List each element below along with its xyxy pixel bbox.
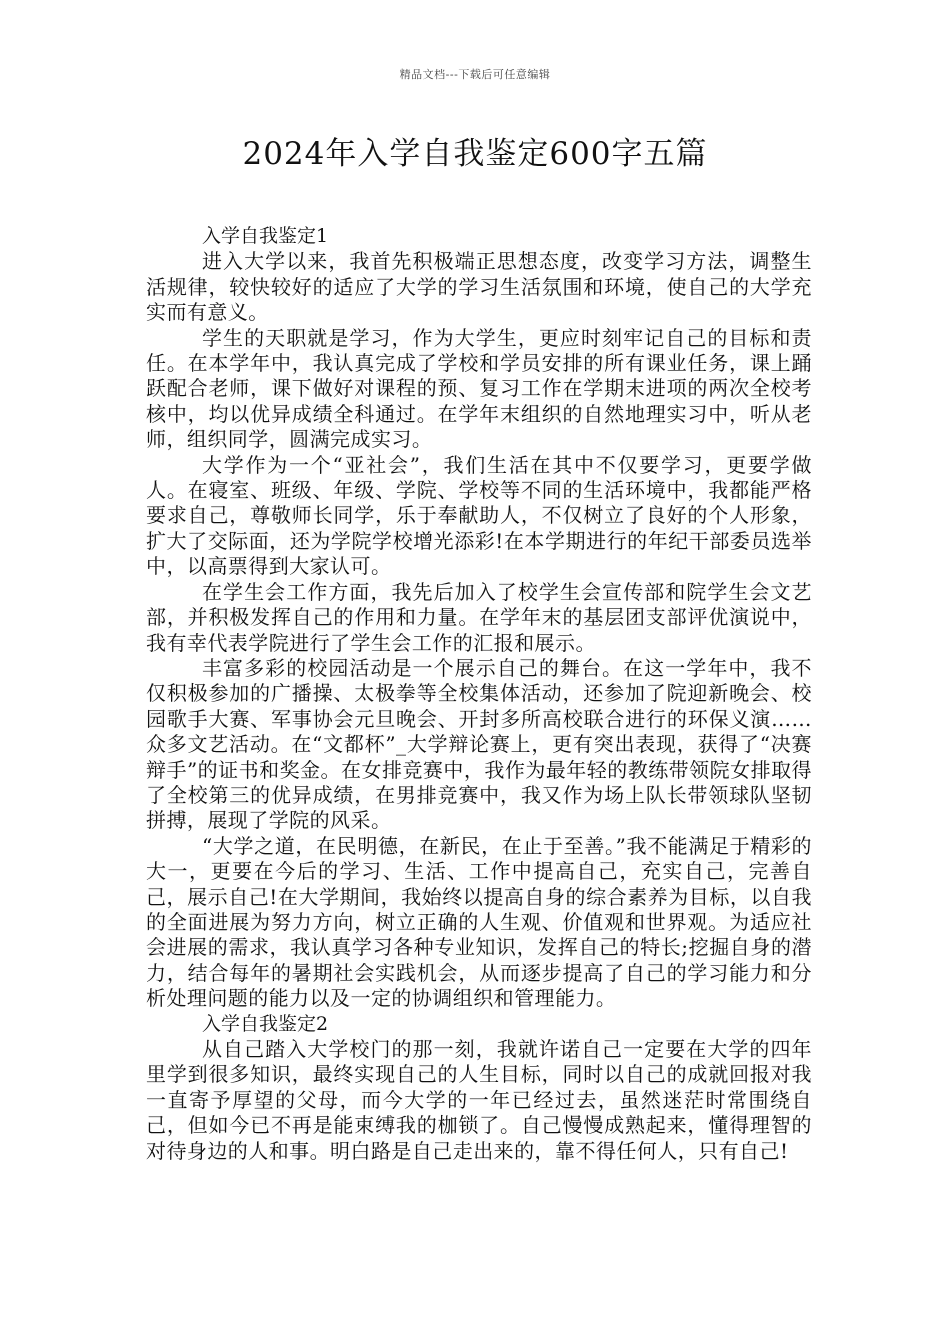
- paragraph: 学生的天职就是学习，作为大学生，更应时刻牢记自己的目标和责任。在本学年中，我认真完成了学校和学员安排的所有课业任务，课上踊跃配合老师，课下做好对课程的预、复习工作在学期末进项的两次全校考核中，均以优异成绩全科通过。在学年末组织的自然地理实习中，听从老师，组织同学，圆满完成实习。: [146, 325, 812, 452]
- paragraph: 在学生会工作方面，我先后加入了校学生会宣传部和院学生会文艺部，并积极发挥自己的作用和力量。在学年末的基层团支部评优演说中，我有幸代表学院进行了学生会工作的汇报和展示。: [146, 579, 812, 655]
- paragraph: 丰富多彩的校园活动是一个展示自己的舞台。在这一学年中，我不仅积极参加的广播操、太极拳等全校集体活动，还参加了院迎新晚会、校园歌手大赛、军事协会元旦晚会、开封多所高校联合进行的环保义演……众多文艺活动。在“文都杯”_大学辩论赛上，更有突出表现，获得了“决赛辩手”的证书和奖金。在女排竞赛中，我作为最年轻的教练带领院女排取得了全校第三的优异成绩，在男排竞赛中，我又作为场上队长带领球队坚韧拼搏，展现了学院的风采。: [146, 655, 812, 833]
- paragraph: 进入大学以来，我首先积极端正思想态度，改变学习方法，调整生活规律，较快较好的适应了大学的学习生活氛围和环境，使自己的大学充实而有意义。: [146, 249, 812, 325]
- paragraph: “大学之道，在民明德，在新民，在止于至善。”我不能满足于精彩的大一，更要在今后的学习、生活、工作中提高自己，充实自己，完善自己，展示自己!在大学期间，我始终以提高自身的综合素养为目标，以自我的全面进展为努力方向，树立正确的人生观、价值观和世界观。为适应社会进展的需求，我认真学习各种专业知识，发挥自己的特长;挖掘自身的潜力，结合每年的暑期社会实践机会，从而逐步提高了自己的学习能力和分析处理问题的能力以及一定的协调组织和管理能力。: [146, 833, 812, 1011]
- section-heading-1: 入学自我鉴定1: [202, 225, 329, 247]
- header-note: 精品文档---下载后可任意编辑: [399, 68, 551, 81]
- document-body: [146, 224, 812, 1164]
- section-heading-2: 入学自我鉴定2: [202, 1012, 329, 1035]
- page-title: 2024年入学自我鉴定600字五篇: [242, 136, 708, 172]
- paragraph: 大学作为一个“亚社会”，我们生活在其中不仅要学习，更要学做人。在寝室、班级、年级、学院、学校等不同的生活环境中，我都能严格要求自己，尊敬师长同学，乐于奉献助人，不仅树立了良好的个人形象，扩大了交际面，还为学院学校增光添彩!在本学期进行的年纪干部委员选举中，以高票得到大家认可。: [146, 452, 812, 579]
- paragraph: 从自己踏入大学校门的那一刻，我就许诺自己一定要在大学的四年里学到很多知识，最终实现自己的人生目标，同时以自己的成就回报对我一直寄予厚望的父母，而今大学的一年已经过去，虽然迷茫时常围绕自己，但如今已不再是能束缚我的枷锁了。自己慢慢成熟起来，懂得理智的对待身边的人和事。明白路是自己走出来的，靠不得任何人，只有自己!: [146, 1037, 812, 1163]
